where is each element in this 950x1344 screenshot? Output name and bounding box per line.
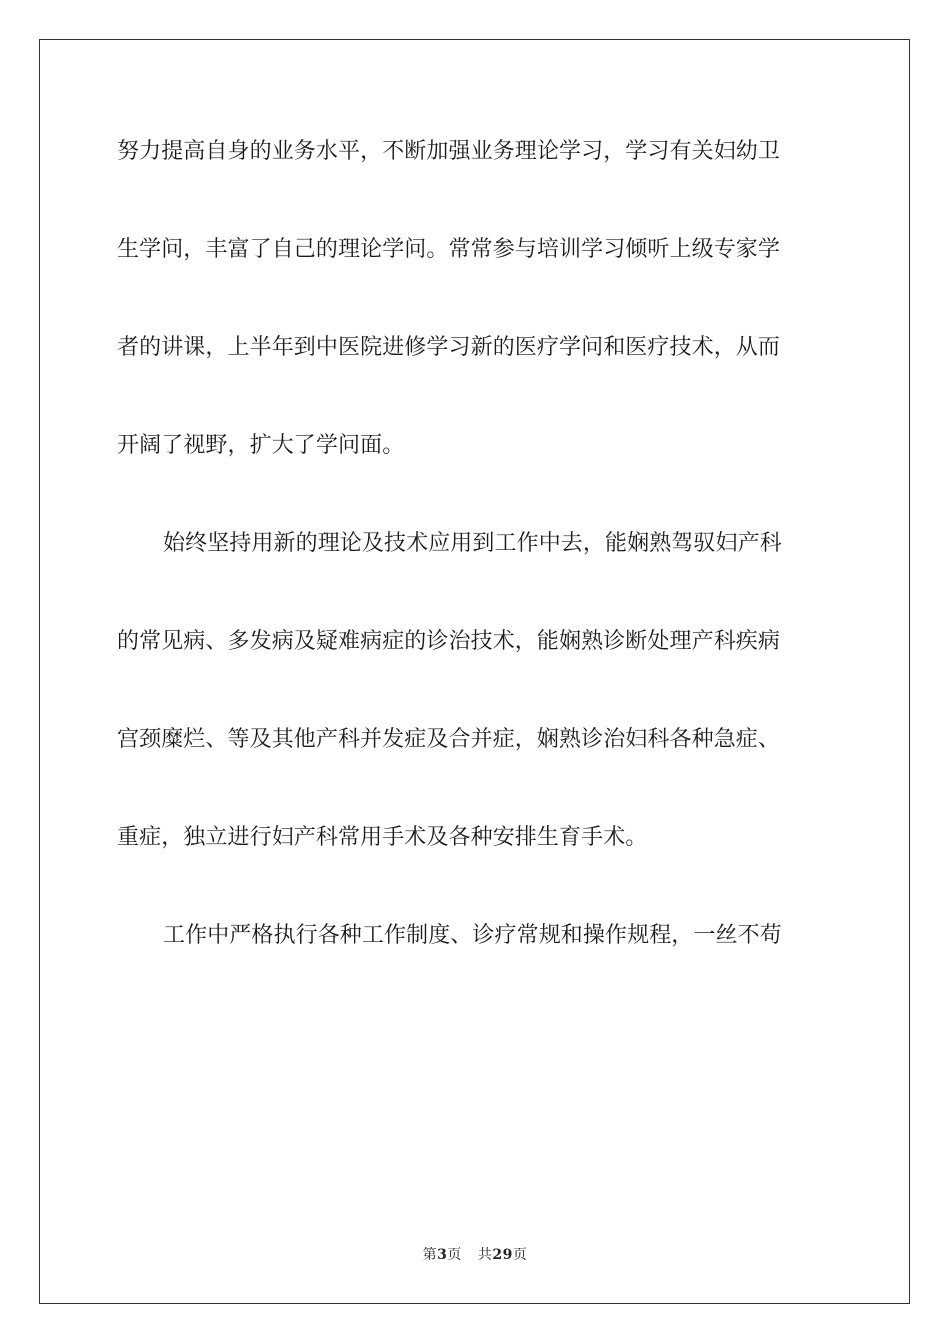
total-suffix: 页 [512,1247,528,1263]
paragraph-start-line: 始终坚持用新的理论及技术应用到工作中去，能娴熟驾驭妇产科 [163,531,782,556]
text-line: 开阔了视野，扩大了学问面。 [117,433,405,458]
text-line: 宫颈糜烂、等及其他产科并发症及合并症，娴熟诊治妇科各种急症、 [117,727,781,752]
text-line: 努力提高自身的业务水平，不断加强业务理论学习，学习有关妇幼卫 [117,139,781,164]
text-line: 生学问，丰富了自己的理论学问。常常参与培训学习倾听上级专家学 [117,237,781,262]
text-line: 重症，独立进行妇产科常用手术及各种安排生育手术。 [117,825,648,850]
page-prefix: 第 [422,1247,438,1263]
total-pages: 29 [492,1247,513,1263]
document-body [117,126,833,1008]
total-prefix: 共 [477,1247,493,1263]
paragraph-start-line: 工作中严格执行各种工作制度、诊疗常规和操作规程，一丝不苟 [163,923,782,948]
page-suffix: 页 [447,1247,462,1263]
page-footer [0,1244,950,1264]
page-number: 3 [437,1247,448,1263]
text-line: 的常见病、多发病及疑难病症的诊治技术，能娴熟诊断处理产科疾病 [117,629,781,654]
text-line: 者的讲课，上半年到中医院进修学习新的医疗学问和医疗技术，从而 [117,335,781,360]
